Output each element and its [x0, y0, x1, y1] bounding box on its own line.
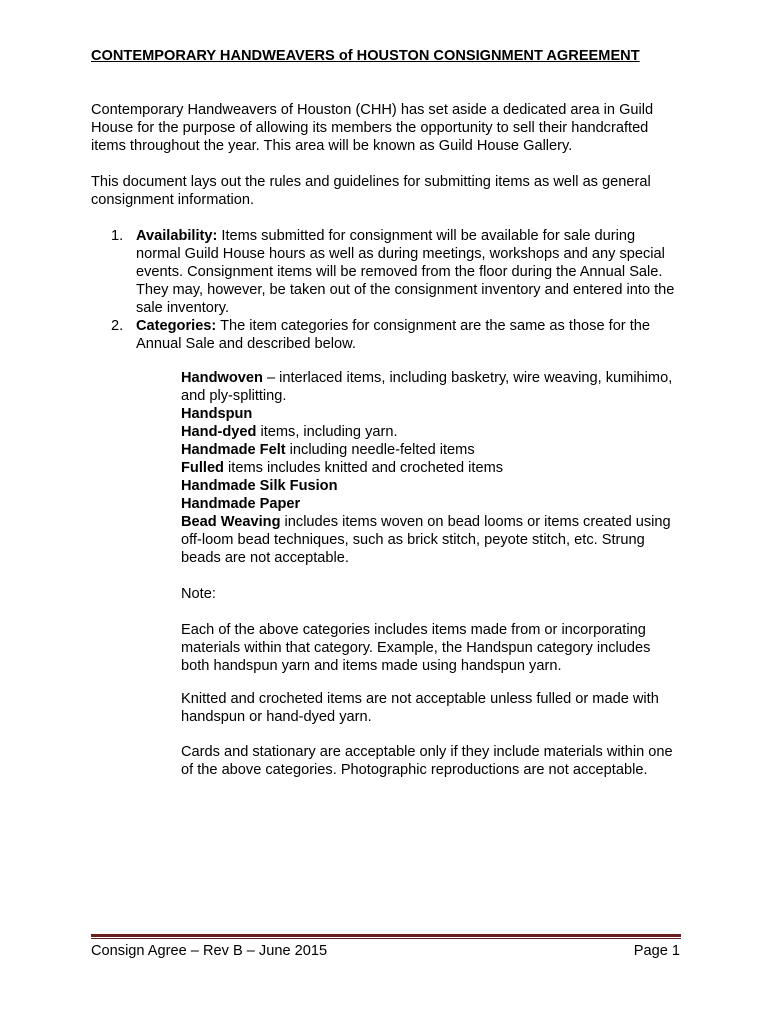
list-number: 2. — [111, 318, 124, 334]
category-item — [181, 405, 681, 423]
note-paragraph: Each of the above categories includes items made from or incorporating materials within that category. Example, the Handspun category includes both handspun yarn and items made using handspun yarn. — [181, 622, 651, 674]
note-paragraph: Cards and stationary are acceptable only if they include materials within one of the above categories. Photographic reproductions are not acceptable. — [181, 744, 673, 778]
category-name: Fulled — [181, 460, 224, 476]
category-list — [181, 369, 681, 567]
note-label: Note: — [181, 586, 216, 602]
footer-rule — [91, 934, 681, 937]
footer-page-number: Page 1 — [633, 943, 680, 959]
footer-revision: Consign Agree – Rev B – June 2015 — [91, 943, 328, 959]
category-name: Hand-dyed — [181, 424, 257, 440]
rules-list — [91, 227, 681, 353]
note-paragraph: Knitted and crocheted items are not acceptable unless fulled or made with handspun or hand-dyed yarn. — [181, 691, 659, 725]
intro-paragraph: Contemporary Handweavers of Houston (CHH) has set aside a dedicated area in Guild House for the purpose of allowing its members the opportunity to sell their handcrafted items throughout the year. This area will be known as Guild House Gallery. — [91, 102, 654, 154]
purpose-paragraph: This document lays out the rules and guidelines for submitting items as well as general consignment information. — [91, 174, 651, 208]
category-name: Handmade Paper — [181, 496, 301, 512]
category-desc: items includes knitted and crocheted items — [223, 460, 504, 476]
category-desc: items, including yarn. — [256, 424, 398, 440]
category-name: Handwoven — [181, 370, 263, 386]
category-item — [181, 495, 681, 513]
category-name: Handmade Silk Fusion — [181, 478, 338, 494]
category-desc: including needle-felted items — [285, 442, 475, 458]
document-title: CONTEMPORARY HANDWEAVERS of HOUSTON CONSIGNMENT AGREEMENT — [91, 48, 640, 64]
list-item — [91, 317, 681, 353]
category-item — [181, 369, 681, 405]
category-item — [181, 441, 681, 459]
category-item — [181, 459, 681, 477]
category-item — [181, 423, 681, 441]
category-desc: – interlaced items, including basketry, wire weaving, kumihimo, and ply-splitting. — [181, 370, 673, 404]
list-item-text: The item categories for consignment are the same as those for the Annual Sale and described below. — [136, 318, 651, 352]
category-name: Bead Weaving — [181, 514, 281, 530]
list-item-heading: Availability: — [136, 228, 218, 244]
category-item — [181, 477, 681, 495]
category-name: Handspun — [181, 406, 253, 422]
category-item — [181, 513, 681, 567]
list-item — [91, 227, 681, 317]
footer-rule-thin — [91, 938, 681, 939]
category-desc: includes items woven on bead looms or items created using off-loom bead techniques, such as brick stitch, peyote stitch, etc. Strung beads are not acceptable. — [181, 514, 671, 566]
list-number: 1. — [111, 228, 124, 244]
category-name: Handmade Felt — [181, 442, 286, 458]
list-item-heading: Categories: — [136, 318, 217, 334]
list-item-text: Items submitted for consignment will be available for sale during normal Guild House hours as well as during meetings, workshops and any special events. Consignment items will be removed from the floor during the Annual Sale. They may, however, be taken out of the consignment inventory and entered into the sale inventory. — [136, 228, 675, 316]
